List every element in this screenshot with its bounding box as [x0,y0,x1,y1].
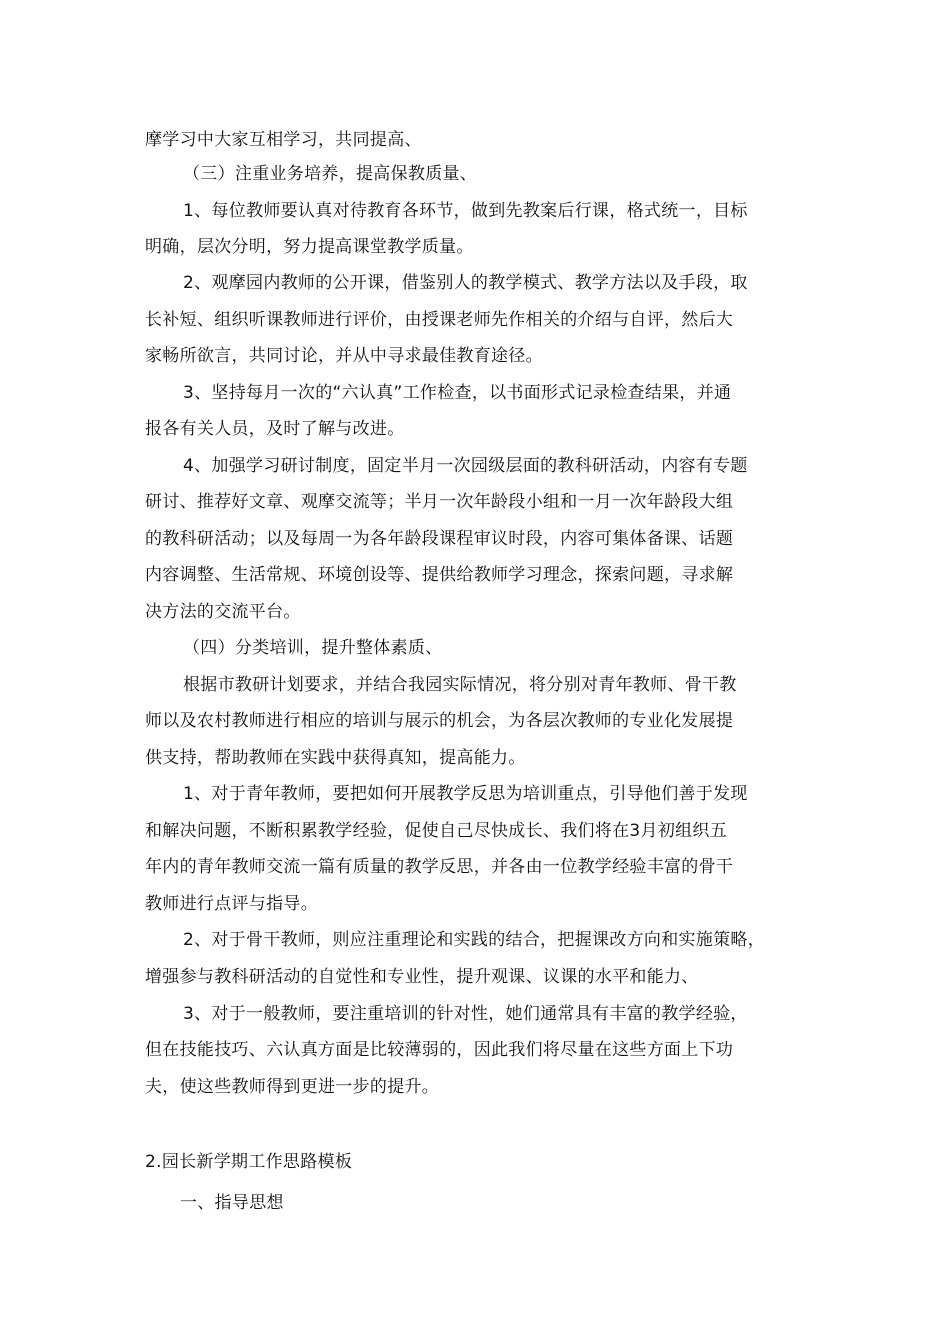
text-line: 决方法的交流平台。 [145,602,301,622]
text-line: 报各有关人员，及时了解与改进。 [145,419,405,439]
text-line: 和解决问题，不断积累教学经验，促使自己尽快成长、我们将在3月初组织五 [145,821,728,841]
section-heading: （四）分类培训，提升整体素质、 [183,638,443,658]
text-line: 年内的青年教师交流一篇有质量的教学反思，并各由一位教学经验丰富的骨干 [145,857,734,877]
text-line: 内容调整、生活常规、环境创设等、提供给教师学习理念，探索问题，寻求解 [145,565,734,585]
section-title: 2.园长新学期工作思路模板 [145,1152,353,1172]
text-line: 2、对于骨干教师，则应注重理论和实践的结合，把握课改方向和实施策略， [183,930,766,950]
section-heading: （三）注重业务培养，提高保教质量、 [183,164,478,184]
text-line: 摩学习中大家互相学习，共同提高、 [145,130,422,150]
text-line: 3、坚持每月一次的“六认真”工作检查，以书面形式记录检查结果，并通 [183,383,732,403]
text-line: 但在技能技巧、六认真方面是比较薄弱的，因此我们将尽量在这些方面上下功 [145,1040,734,1060]
text-line: 教师进行点评与指导。 [145,894,318,914]
text-line: 增强参与教科研活动的自觉性和专业性，提升观课、议课的水平和能力、 [145,967,699,987]
text-line: 明确，层次分明，努力提高课堂教学质量。 [145,237,474,257]
text-line: 师以及农村教师进行相应的培训与展示的机会，为各层次教师的专业化发展提 [145,711,734,731]
text-line: 长补短、组织听课教师进行评价，由授课老师先作相关的介绍与自评，然后大 [145,310,734,330]
text-line: 夫，使这些教师得到更进一步的提升。 [145,1077,440,1097]
text-line: 的教科研活动；以及每周一为各年龄段课程审议时段，内容可集体备课、话题 [145,529,734,549]
text-line: 1、对于青年教师，要把如何开展教学反思为培训重点，引导他们善于发现 [183,784,748,804]
section-heading: 一、指导思想 [180,1193,284,1213]
text-line: 家畅所欲言，共同讨论，并从中寻求最佳教育途径。 [145,346,543,366]
text-line: 根据市教研计划要求，并结合我园实际情况，将分别对青年教师、骨干教 [183,675,737,695]
text-line: 供支持，帮助教师在实践中获得真知，提高能力。 [145,748,526,768]
text-line: 研讨、推荐好文章、观摩交流等；半月一次年龄段小组和一月一次年龄段大组 [145,492,734,512]
text-line: 1、每位教师要认真对待教育各环节，做到先教案后行课，格式统一，目标 [183,201,748,221]
text-line: 3、对于一般教师，要注重培训的针对性，她们通常具有丰富的教学经验， [183,1004,748,1024]
text-line: 2、观摩园内教师的公开课，借鉴别人的教学模式、教学方法以及手段，取 [183,273,748,293]
text-line: 4、加强学习研讨制度，固定半月一次园级层面的教科研活动，内容有专题 [183,456,748,476]
